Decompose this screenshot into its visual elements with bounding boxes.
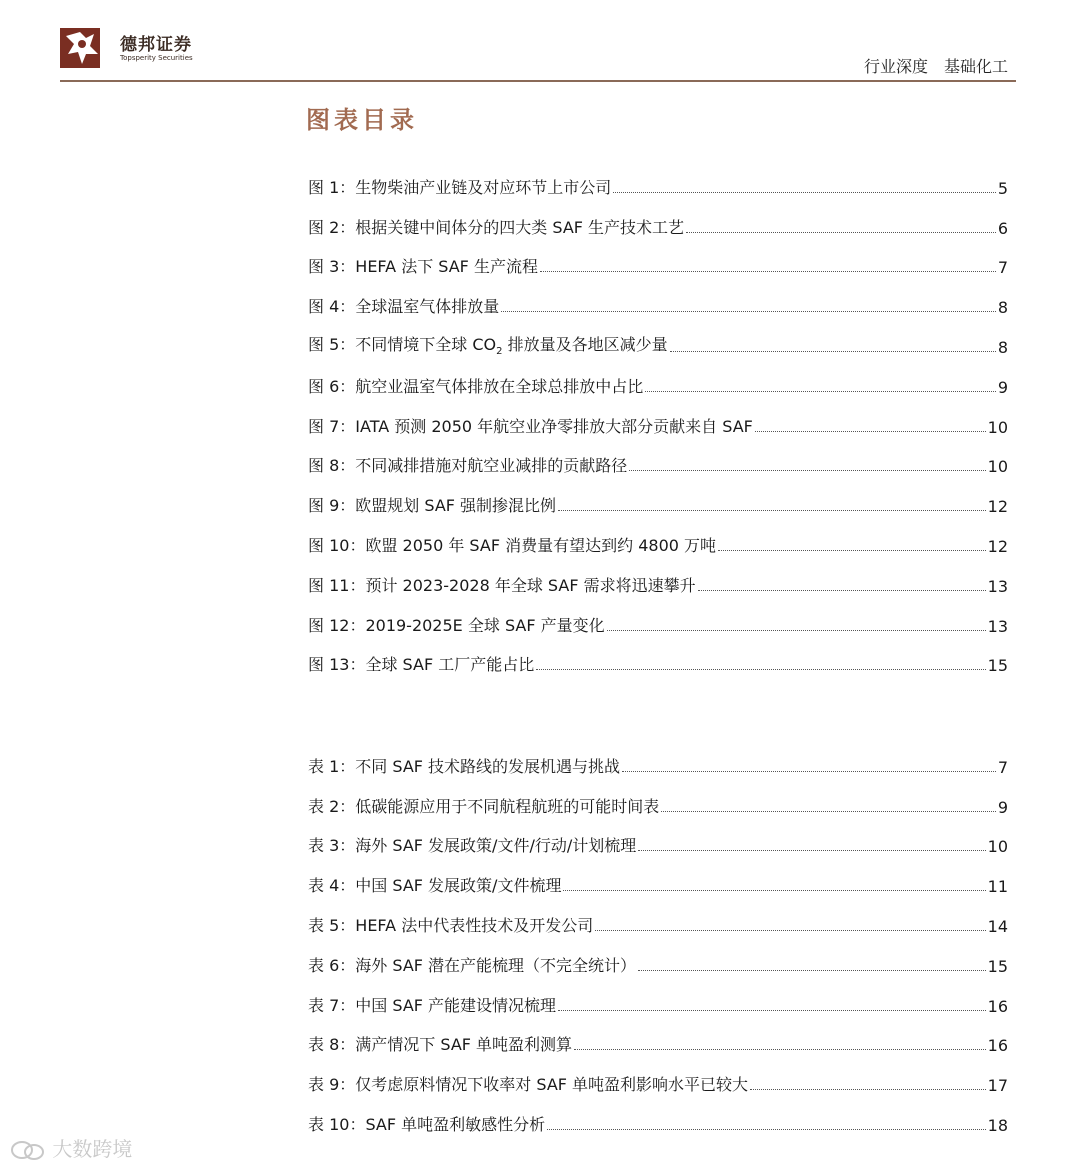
figure-list [308,158,1008,675]
entry-page: 10 [987,457,1008,477]
entry-text: HEFA 法中代表性技术及开发公司 [355,915,594,935]
dot-leader [622,771,996,772]
table-list [308,737,1008,1135]
entry-page: 7 [997,757,1008,777]
dot-leader [629,470,985,471]
dot-leader [638,850,985,851]
entry-text: 全球温室气体排放量 [355,297,500,317]
entry-text: 中国 SAF 发展政策/文件梳理 [355,876,562,896]
entry-text: IATA 预测 2050 年航空业净零排放大部分贡献来自 SAF [355,416,753,436]
toc-entry[interactable] [308,1095,1008,1135]
toc-entry[interactable] [308,777,1008,817]
entry-text: 全球 SAF 工厂产能占比 [365,655,535,675]
entry-page: 12 [987,536,1008,556]
dot-leader [645,391,996,392]
logo-english-name: Topsperity Securities [120,54,193,62]
entry-page: 18 [987,1115,1008,1135]
entry-text: 不同减排措施对航空业减排的贡献路径 [355,456,628,476]
entry-label: 图 8： [308,456,356,476]
dot-leader [613,192,996,193]
dot-leader [638,970,986,971]
entry-label: 图 11： [308,575,366,595]
entry-label: 表 10： [308,1114,366,1134]
toc-entry[interactable] [308,1055,1008,1095]
entry-label: 表 6： [308,955,356,975]
entry-page: 16 [987,1036,1008,1056]
dot-leader [670,351,996,352]
entry-page: 7 [997,258,1008,278]
dot-leader [661,811,996,812]
entry-text: 2019-2025E 全球 SAF 产量变化 [365,615,605,635]
dot-leader [755,431,986,432]
header-category [864,54,1008,77]
dot-leader [595,930,985,931]
toc-entry[interactable] [308,976,1008,1016]
toc-entry[interactable] [308,397,1008,437]
entry-label: 表 5： [308,915,356,935]
dot-leader [536,669,985,670]
entry-text: 根据关键中间体分的四大类 SAF 生产技术工艺 [355,217,685,237]
company-logo [60,24,210,74]
sector-name: 基础化工 [943,57,1008,76]
topsperity-logo-icon [60,24,110,72]
entry-text: 仅考虑原料情况下收率对 SAF 单吨盈利影响水平已较大 [355,1075,749,1095]
entry-page: 17 [987,1076,1008,1096]
entry-page: 12 [987,497,1008,517]
toc-entry[interactable] [308,817,1008,857]
entry-page: 9 [997,797,1008,817]
entry-label: 图 9： [308,496,356,516]
entry-page: 5 [997,178,1008,198]
entry-text: 满产情况下 SAF 单吨盈利测算 [355,1035,573,1055]
entry-page: 14 [987,916,1008,936]
toc-entry[interactable] [308,317,1008,357]
entry-label: 图 10： [308,535,366,555]
entry-label: 表 3： [308,836,356,856]
entry-page: 10 [987,837,1008,857]
toc-entry[interactable] [308,596,1008,636]
toc-entry[interactable] [308,357,1008,397]
dot-leader [607,630,986,631]
dot-leader [558,1010,986,1011]
entry-text: 海外 SAF 发展政策/文件/行动/计划梳理 [355,836,637,856]
entry-page: 6 [997,218,1008,238]
dot-leader [718,550,986,551]
entry-text: 预计 2023-2028 年全球 SAF 需求将迅速攀升 [365,575,696,595]
entry-label: 图 5： [308,334,356,354]
entry-label: 表 1： [308,756,356,776]
logo-chinese-name: 德邦证券 [120,35,192,55]
toc-entry[interactable] [308,158,1008,198]
entry-text: 航空业温室气体排放在全球总排放中占比 [355,376,644,396]
dot-leader [540,271,996,272]
entry-label: 图 12： [308,615,366,635]
watermark-text: 大数跨境 [52,1137,133,1161]
toc-entry[interactable] [308,636,1008,676]
entry-text: 不同 SAF 技术路线的发展机遇与挑战 [355,756,621,776]
entry-page: 8 [997,298,1008,318]
toc-entry[interactable] [308,198,1008,238]
entry-text: 海外 SAF 潜在产能梳理（不完全统计） [355,955,637,975]
entry-label: 图 7： [308,416,356,436]
report-type: 行业深度 [863,57,928,76]
entry-label: 表 9： [308,1075,356,1095]
toc-entry[interactable] [308,476,1008,516]
entry-text-subscript: 2 [496,345,503,357]
entry-label: 表 7： [308,995,356,1015]
dot-leader [750,1089,986,1090]
dot-leader [574,1049,986,1050]
toc-entry[interactable] [308,238,1008,278]
toc-entry[interactable] [308,936,1008,976]
entry-label: 图 6： [308,376,356,396]
entry-page: 8 [997,337,1008,357]
entry-text: 欧盟 2050 年 SAF 消费量有望达到约 4800 万吨 [365,535,717,555]
dot-leader [698,590,986,591]
entry-page: 10 [987,417,1008,437]
entry-text: 生物柴油产业链及对应环节上市公司 [355,177,612,197]
dot-leader [547,1129,985,1130]
toc-entry[interactable] [308,856,1008,896]
entry-text: 低碳能源应用于不同航程航班的可能时间表 [355,796,660,816]
entry-page: 13 [987,616,1008,636]
entry-text: SAF 单吨盈利敏感性分析 [365,1114,546,1134]
entry-text: 中国 SAF 产能建设情况梳理 [355,995,557,1015]
entry-text [355,334,668,357]
entry-page: 13 [987,576,1008,596]
chat-bubble-icon [10,1140,46,1162]
toc-entry[interactable] [308,516,1008,556]
entry-text: HEFA 法下 SAF 生产流程 [355,257,538,277]
entry-page: 11 [987,877,1008,897]
dot-leader [686,232,996,233]
dot-leader [558,510,986,511]
watermark [10,1133,132,1162]
dot-leader [563,890,985,891]
toc-entry[interactable] [308,1016,1008,1056]
toc-entry[interactable] [308,556,1008,596]
entry-label: 图 2： [308,217,356,237]
entry-page: 15 [987,956,1008,976]
entry-text-post: 排放量及各地区减少量 [502,334,668,354]
entry-label: 图 4： [308,297,356,317]
toc-entry[interactable] [308,737,1008,777]
header-divider [60,80,1016,82]
entry-text: 欧盟规划 SAF 强制掺混比例 [355,496,557,516]
entry-page: 9 [997,377,1008,397]
entry-label: 图 3： [308,257,356,277]
toc-entry[interactable] [308,437,1008,477]
entry-text-pre: 不同情境下全球 CO [355,334,497,354]
entry-label: 表 4： [308,876,356,896]
dot-leader [501,311,996,312]
entry-page: 15 [987,656,1008,676]
toc-entry[interactable] [308,277,1008,317]
toc-title: 图表目录 [306,106,418,134]
entry-label: 图 13： [308,655,366,675]
entry-label: 图 1： [308,177,356,197]
entry-label: 表 8： [308,1035,356,1055]
entry-label: 表 2： [308,796,356,816]
entry-page: 16 [987,996,1008,1016]
toc-entry[interactable] [308,896,1008,936]
